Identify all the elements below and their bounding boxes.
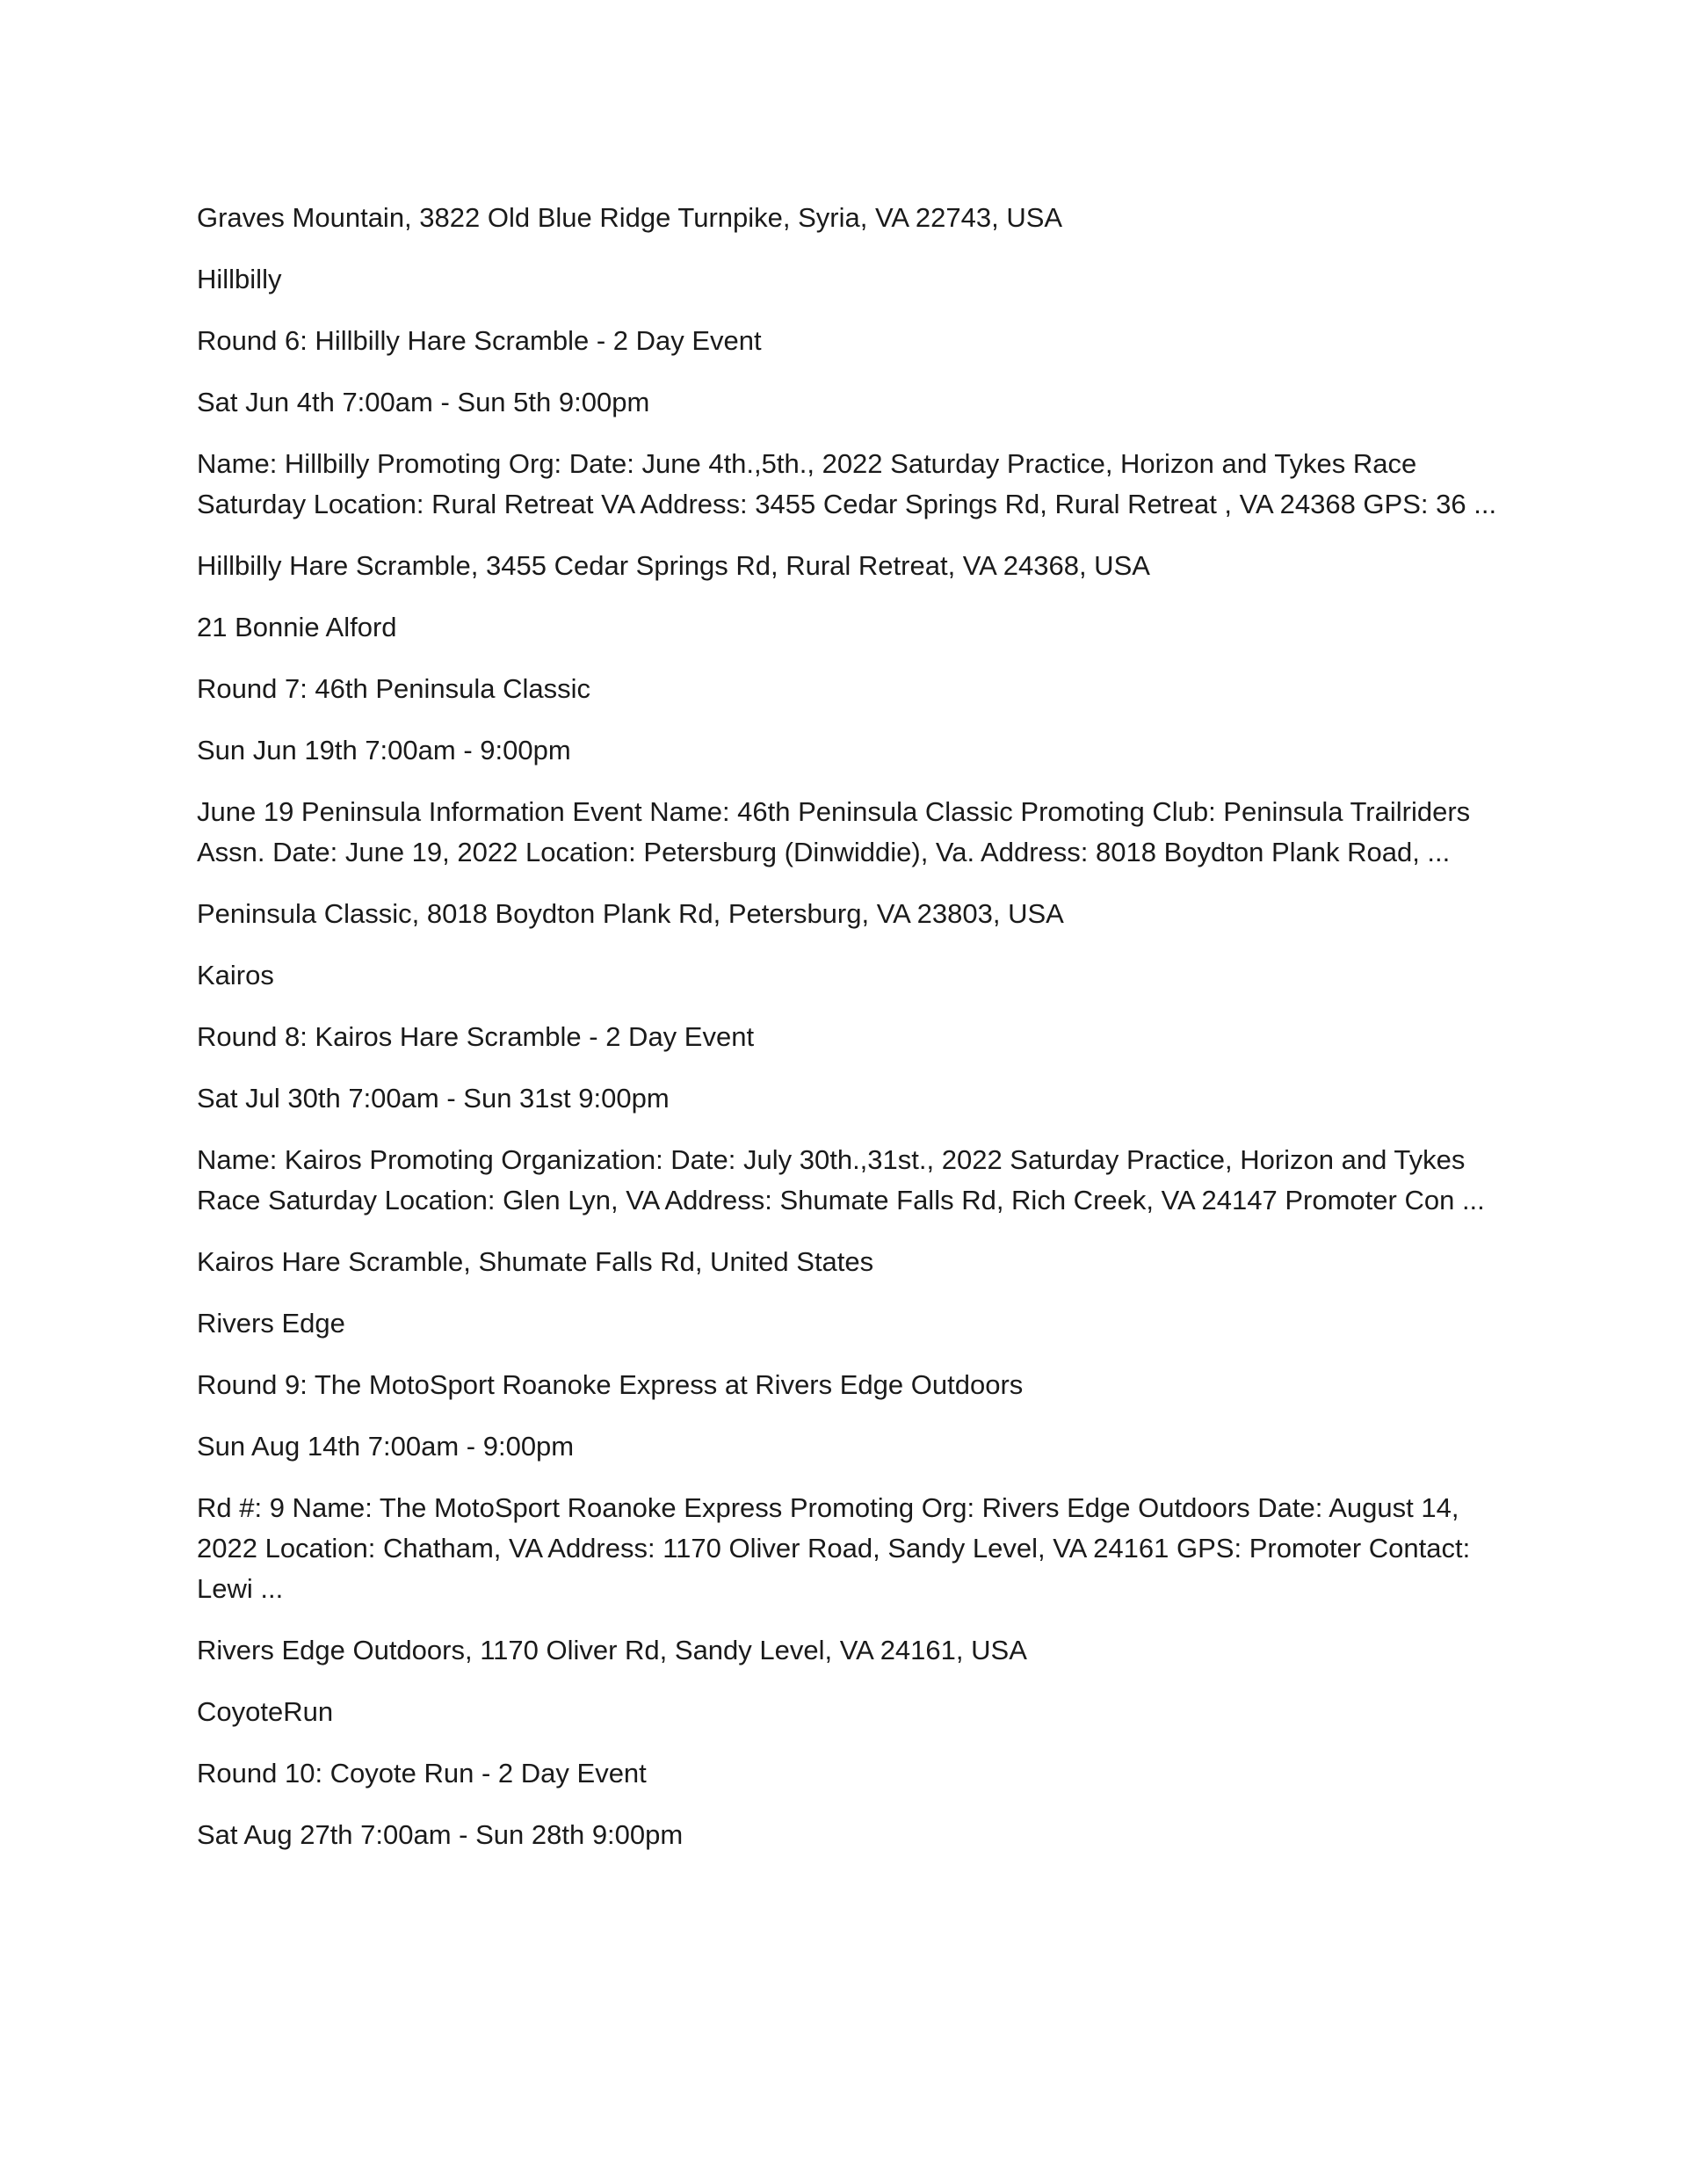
event-address-round-7: Peninsula Classic, 8018 Boydton Plank Rd, Petersburg, VA 23803, USA [197, 898, 1064, 929]
event-venue-bonnie-alford: 21 Bonnie Alford [197, 612, 397, 642]
event-address-round-6: Hillbilly Hare Scramble, 3455 Cedar Springs Rd, Rural Retreat, VA 24368, USA [197, 550, 1150, 581]
event-title-round-6: Round 6: Hillbilly Hare Scramble - 2 Day Event [197, 325, 762, 356]
event-address-round-8: Kairos Hare Scramble, Shumate Falls Rd, United States [197, 1246, 874, 1277]
event-title-round-10: Round 10: Coyote Run - 2 Day Event [197, 1758, 647, 1789]
event-venue-rivers-edge: Rivers Edge [197, 1308, 345, 1339]
event-date-round-8: Sat Jul 30th 7:00am - Sun 31st 9:00pm [197, 1083, 670, 1114]
event-title-round-7: Round 7: 46th Peninsula Classic [197, 673, 591, 704]
document-body [197, 198, 1497, 1876]
event-date-round-9: Sun Aug 14th 7:00am - 9:00pm [197, 1431, 575, 1462]
event-title-round-9: Round 9: The MotoSport Roanoke Express at Rivers Edge Outdoors [197, 1369, 1024, 1400]
event-venue-hillbilly: Hillbilly [197, 264, 282, 294]
event-title-round-8: Round 8: Kairos Hare Scramble - 2 Day Event [197, 1021, 755, 1052]
event-date-round-6: Sat Jun 4th 7:00am - Sun 5th 9:00pm [197, 387, 650, 417]
event-description-round-6: Name: Hillbilly Promoting Org: Date: June 4th.,5th., 2022 Saturday Practice, Horizon and Tykes Race Saturday Location: Rural Retreat VA Address: 3455 Cedar Springs Rd, Rural Retreat , VA 24368 GPS: 36 ... [197, 448, 1497, 519]
event-date-round-7: Sun Jun 19th 7:00am - 9:00pm [197, 735, 571, 765]
event-venue-coyoterun: CoyoteRun [197, 1696, 334, 1727]
event-venue-kairos: Kairos [197, 960, 274, 990]
event-description-round-8: Name: Kairos Promoting Organization: Date: July 30th.,31st., 2022 Saturday Practice, Horizon and Tykes Race Saturday Location: Glen Lyn, VA Address: Shumate Falls Rd, Rich Creek, VA 24147 Promoter Con ... [197, 1144, 1485, 1215]
event-description-round-7: June 19 Peninsula Information Event Name: 46th Peninsula Classic Promoting Club: Peninsula Trailriders Assn. Date: June 19, 2022 Location: Petersburg (Dinwiddie), Va. Address: 8018 Boydton Plank Road, ... [197, 796, 1471, 867]
event-description-round-9: Rd #: 9 Name: The MotoSport Roanoke Express Promoting Org: Rivers Edge Outdoors Date: August 14, 2022 Location: Chatham, VA Address: 1170 Oliver Road, Sandy Level, VA 24161 GPS: Promoter Contact: Lewi ... [197, 1492, 1471, 1604]
event-date-round-10: Sat Aug 27th 7:00am - Sun 28th 9:00pm [197, 1819, 684, 1850]
event-address-graves-mountain: Graves Mountain, 3822 Old Blue Ridge Turnpike, Syria, VA 22743, USA [197, 202, 1063, 233]
event-address-round-9: Rivers Edge Outdoors, 1170 Oliver Rd, Sandy Level, VA 24161, USA [197, 1635, 1027, 1665]
